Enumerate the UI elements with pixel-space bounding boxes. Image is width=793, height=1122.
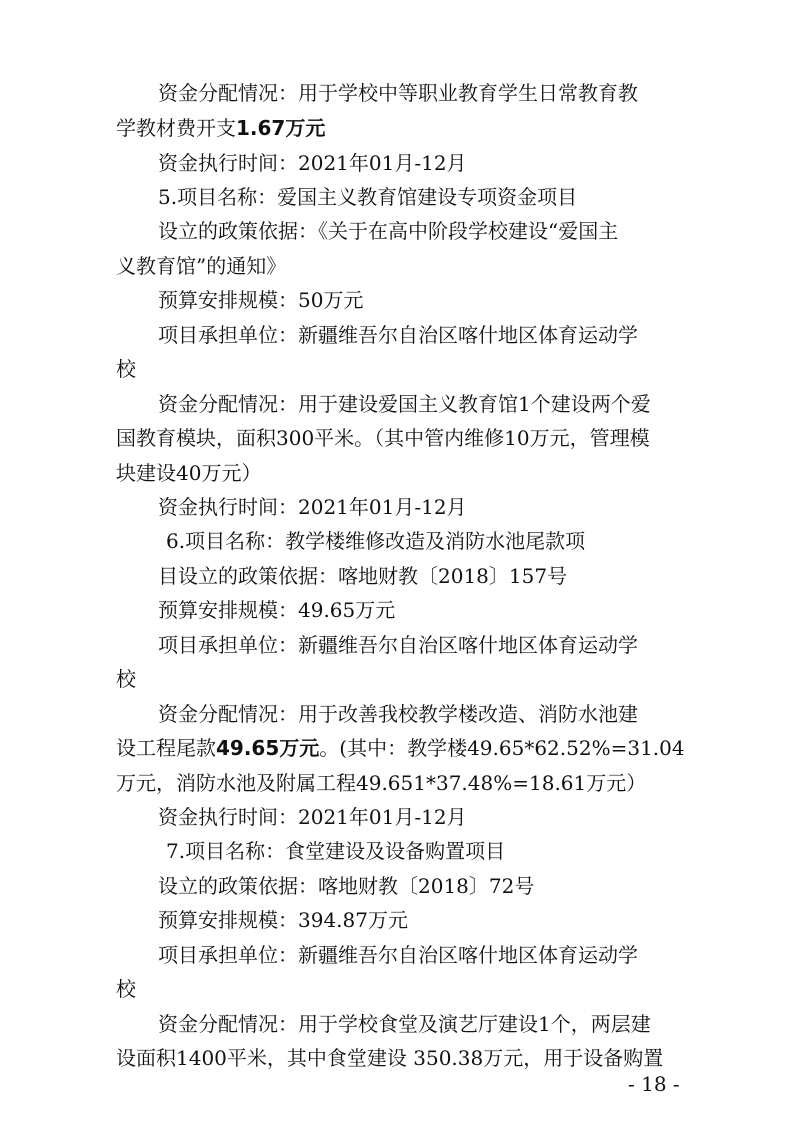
text-span: 。(其中：教学楼49.65*62.52%=31.04 xyxy=(319,736,685,760)
text-line: 预算安排规模：394.87万元 xyxy=(158,908,408,932)
text-line: 资金执行时间：2021年01月-12月 xyxy=(158,805,467,829)
text-line: 项目承担单位：新疆维吾尔自治区喀什地区体育运动学 xyxy=(158,943,638,967)
text-line: 设立的政策依据：《关于在高中阶段学校建设“爱国主 xyxy=(158,219,619,243)
amount-bold: 49.65万元 xyxy=(216,736,320,760)
text-line: 资金分配情况：用于学校中等职业教育学生日常教育教 xyxy=(158,81,638,105)
text-line: 设立的政策依据：喀地财教〔2018〕72号 xyxy=(158,874,535,898)
text-line: 资金分配情况：用于学校食堂及演艺厅建设1个，两层建 xyxy=(158,1012,651,1036)
text-span: 学教材费开支 xyxy=(116,116,236,140)
text-line: 设面积1400平米，其中食堂建设 350.38万元，用于设备购置 xyxy=(116,1046,664,1070)
text-line: 万元，消防水池及附属工程49.651*37.48%=18.61万元） xyxy=(116,771,647,795)
text-line: 资金分配情况：用于建设爱国主义教育馆1个建设两个爱 xyxy=(158,392,651,416)
text-line: 国教育模块，面积300平米。（其中管内维修10万元，管理模 xyxy=(116,426,650,450)
text-line: 校 xyxy=(116,667,136,691)
text-line: 校 xyxy=(116,977,136,1001)
text-line: 项目承担单位：新疆维吾尔自治区喀什地区体育运动学 xyxy=(158,323,638,347)
text-line xyxy=(116,735,685,761)
text-line: 资金执行时间：2021年01月-12月 xyxy=(158,495,467,519)
text-line: 项目承担单位：新疆维吾尔自治区喀什地区体育运动学 xyxy=(158,633,638,657)
section-heading-6: 6.项目名称：教学楼维修改造及消防水池尾款项 xyxy=(166,529,586,553)
text-line: 资金分配情况：用于改善我校教学楼改造、消防水池建 xyxy=(158,702,638,726)
text-line: 块建设40万元） xyxy=(116,461,262,485)
page-number: - 18 - xyxy=(628,1072,680,1096)
text-line: 预算安排规模：50万元 xyxy=(158,288,364,312)
text-line: 资金执行时间：2021年01月-12月 xyxy=(158,151,467,175)
section-heading-5: 5.项目名称：爱国主义教育馆建设专项资金项目 xyxy=(158,185,578,209)
amount-bold: 1.67万元 xyxy=(236,116,326,140)
text-span: 设工程尾款 xyxy=(116,736,216,760)
section-heading-7: 7.项目名称：食堂建设及设备购置项目 xyxy=(166,839,506,863)
text-line xyxy=(116,115,325,141)
text-line: 校 xyxy=(116,357,136,381)
text-line: 预算安排规模：49.65万元 xyxy=(158,598,396,622)
text-line: 义教育馆”的通知》 xyxy=(116,254,287,278)
text-line: 目设立的政策依据：喀地财教〔2018〕157号 xyxy=(158,564,568,588)
